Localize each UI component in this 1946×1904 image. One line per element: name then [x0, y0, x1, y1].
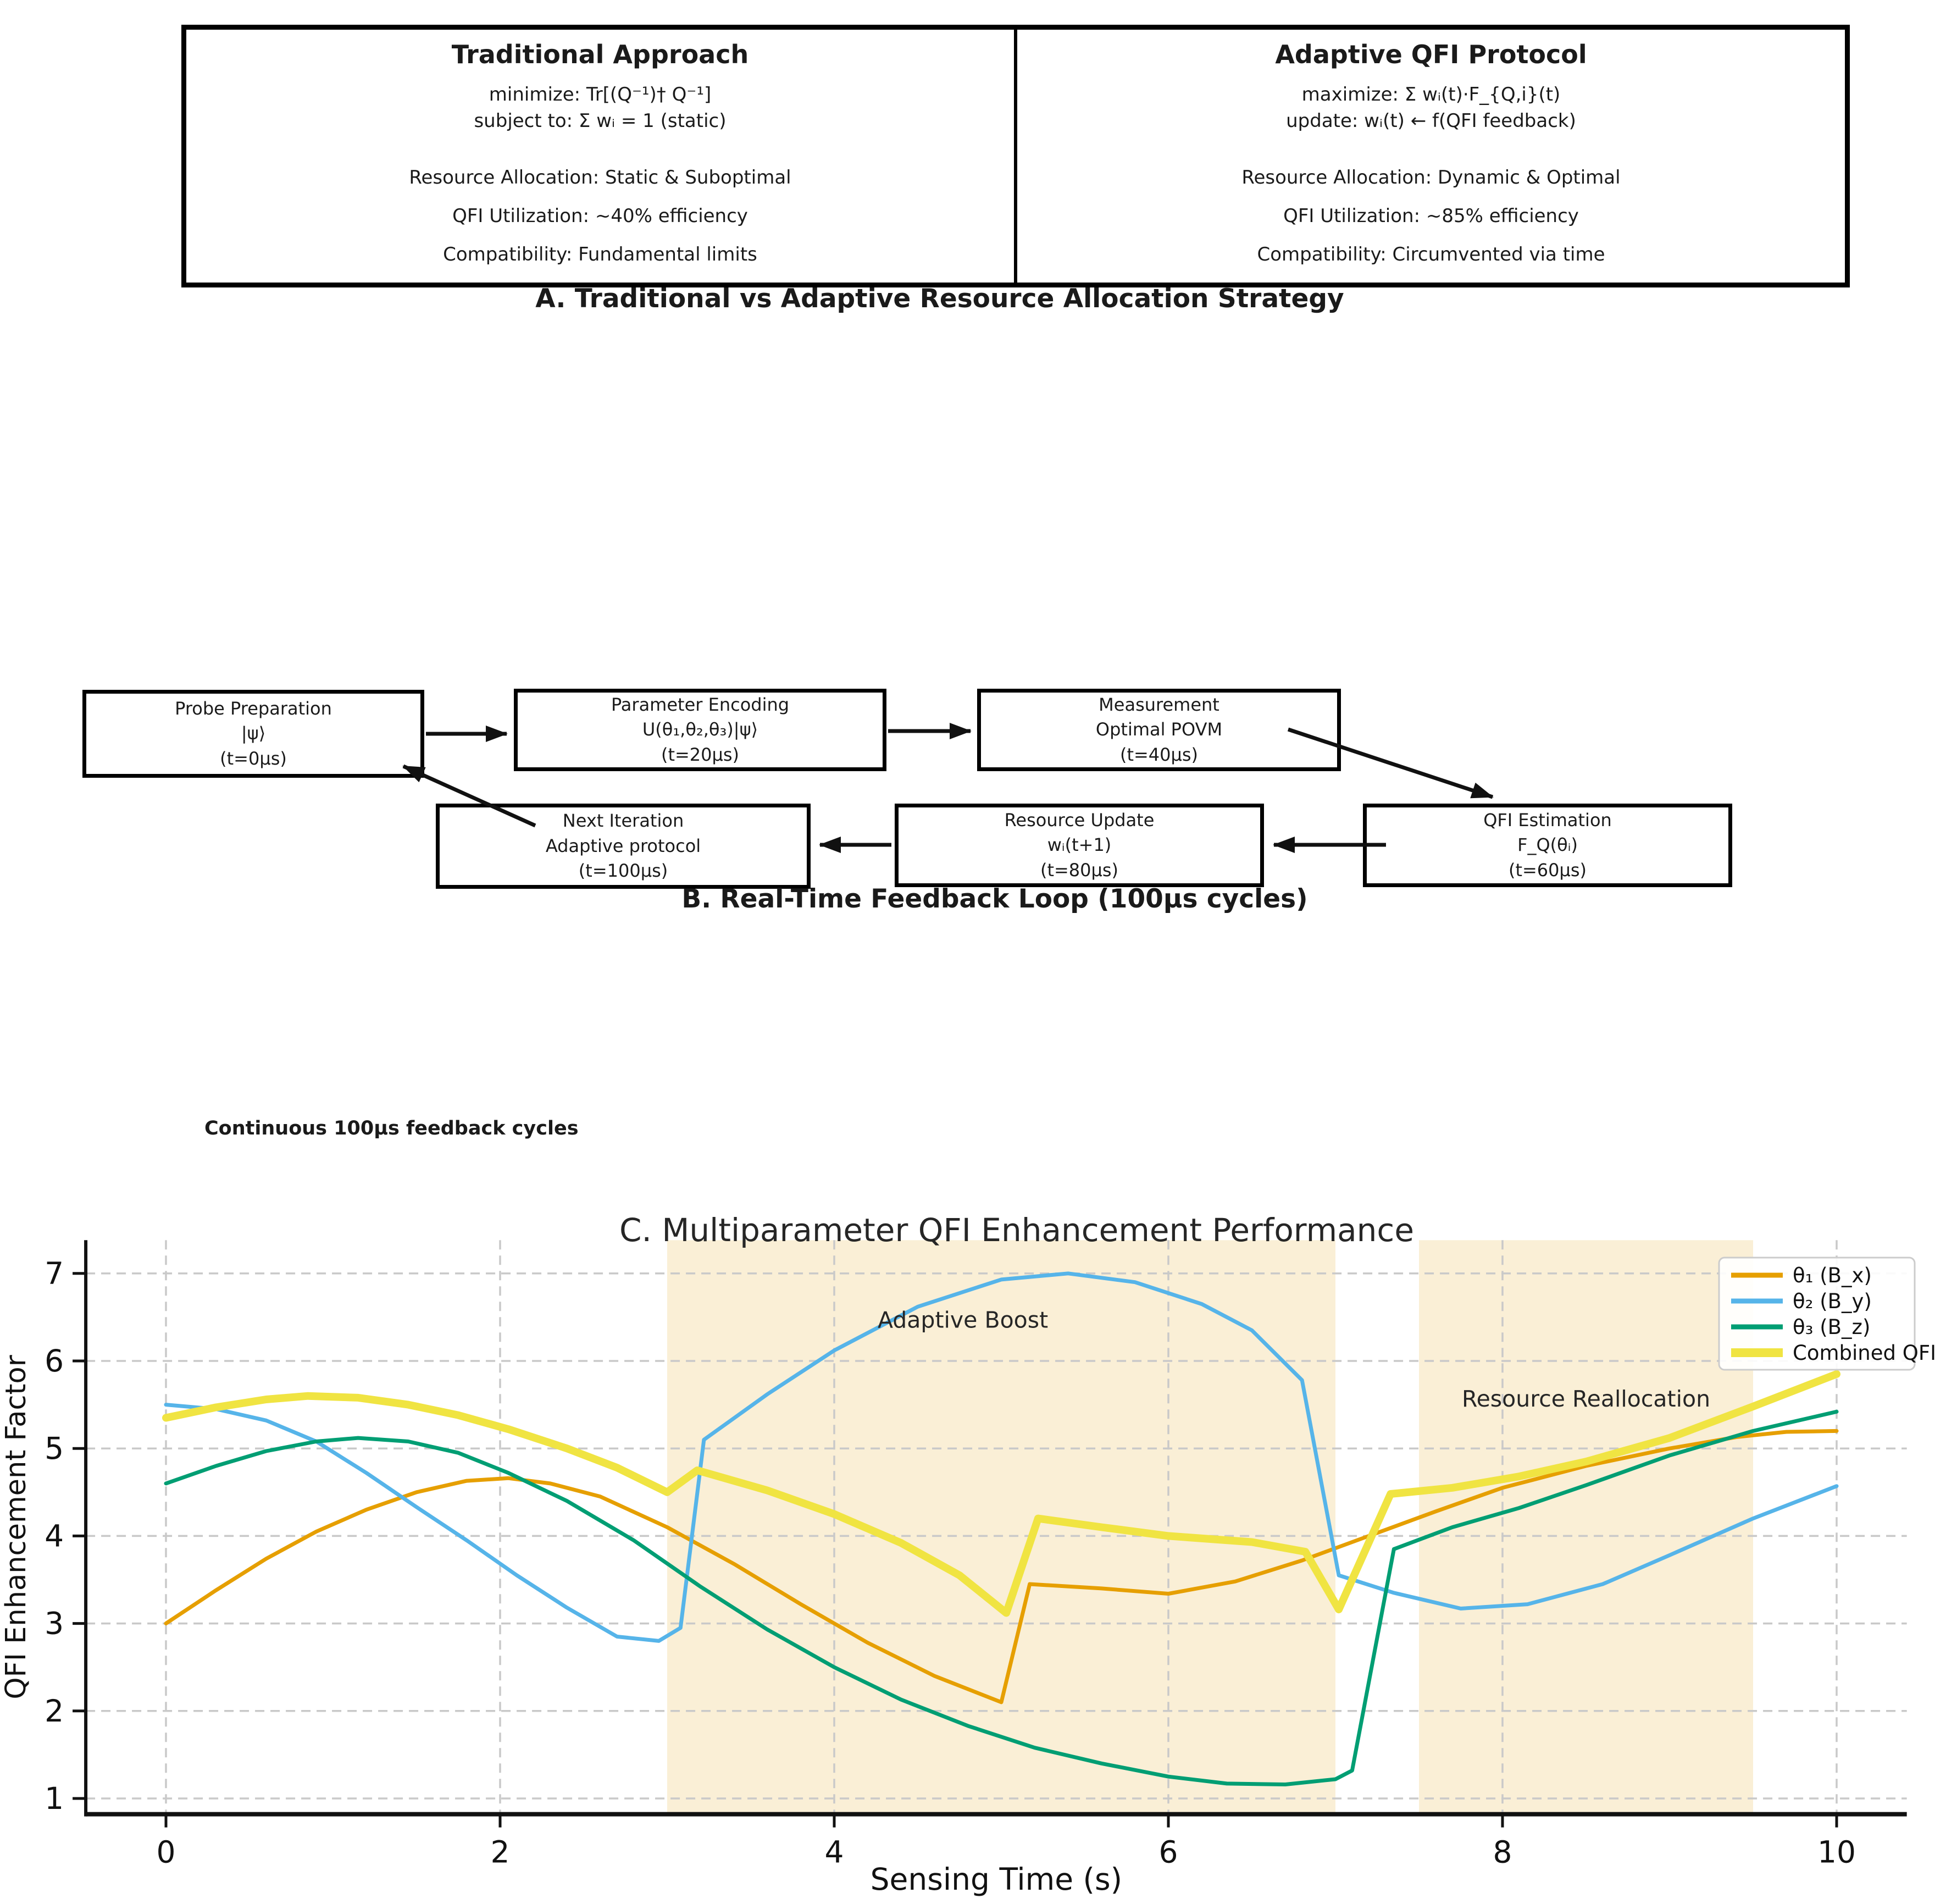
x-tick-label-2: 2	[490, 1834, 510, 1870]
legend-label-1: θ₁ (B_x)	[1793, 1264, 1872, 1287]
flow-node-resource-update	[895, 804, 1264, 887]
traditional-spec-utilization: QFI Utilization: ~40% efficiency	[452, 204, 748, 227]
adaptive-spec-resource: Resource Allocation: Dynamic & Optimal	[1241, 166, 1621, 189]
adaptive-specs	[1017, 167, 1845, 265]
legend-label-4: Combined QFI	[1793, 1341, 1937, 1365]
qfi-line-2: F_Q(θᵢ)	[1517, 834, 1578, 856]
highlight-band-2	[1419, 1240, 1753, 1814]
encoding-line-2: U(θ₁,θ₂,θ₃)|ψ⟩	[642, 719, 758, 740]
measurement-line-2: Optimal POVM	[1095, 719, 1223, 740]
resource-line-3: (t=80μs)	[1040, 859, 1119, 881]
feedback-cycles-note: Continuous 100μs feedback cycles	[204, 1117, 579, 1139]
traditional-equation-1: minimize: Tr[(Q⁻¹)† Q⁻¹]	[489, 84, 712, 106]
y-tick-label-5: 5	[45, 1431, 64, 1466]
flow-node-qfi-estimation	[1363, 804, 1732, 887]
panel-a-comparison-box	[181, 25, 1850, 287]
flow-node-parameter-encoding	[514, 689, 886, 771]
y-tick-label-3: 3	[45, 1606, 64, 1641]
annotation-2: Resource Reallocation	[1461, 1385, 1711, 1412]
x-tick-label-6: 6	[1158, 1834, 1178, 1870]
measurement-line-1: Measurement	[1099, 694, 1219, 715]
chart-svg	[0, 1204, 1946, 1904]
resource-line-1: Resource Update	[1004, 809, 1155, 831]
encoding-line-1: Parameter Encoding	[611, 694, 790, 715]
adaptive-spec-utilization: QFI Utilization: ~85% efficiency	[1283, 204, 1579, 227]
next-line-1: Next Iteration	[562, 810, 684, 832]
resource-line-2: wᵢ(t+1)	[1047, 834, 1112, 856]
next-line-3: (t=100μs)	[578, 860, 668, 882]
y-tick-label-7: 7	[45, 1255, 64, 1291]
x-tick-label-4: 4	[824, 1834, 844, 1870]
probe-line-1: Probe Preparation	[175, 698, 332, 719]
probe-line-2: |ψ⟩	[241, 723, 266, 744]
probe-line-3: (t=0μs)	[220, 748, 287, 769]
traditional-specs	[186, 167, 1014, 265]
legend-label-3: θ₃ (B_z)	[1793, 1315, 1871, 1339]
adaptive-equation-2: update: wᵢ(t) ← f(QFI feedback)	[1286, 110, 1576, 132]
adaptive-spec-compatibility: Compatibility: Circumvented via time	[1257, 243, 1605, 265]
traditional-spec-resource: Resource Allocation: Static & Suboptimal	[409, 166, 791, 189]
qfi-line-3: (t=60μs)	[1508, 859, 1587, 881]
y-tick-label-4: 4	[45, 1518, 64, 1554]
qfi-line-1: QFI Estimation	[1483, 809, 1612, 831]
traditional-equation-2: subject to: Σ wᵢ = 1 (static)	[474, 110, 727, 132]
adaptive-protocol-column	[1017, 30, 1845, 283]
qfi-performance-chart	[0, 1204, 1946, 1904]
legend-label-2: θ₂ (B_y)	[1793, 1289, 1872, 1313]
x-tick-label-10: 10	[1817, 1834, 1856, 1870]
y-tick-label-2: 2	[45, 1693, 64, 1729]
flow-node-next-iteration	[436, 804, 811, 889]
adaptive-title: Adaptive QFI Protocol	[1275, 40, 1587, 69]
x-tick-label-0: 0	[156, 1834, 176, 1870]
x-tick-label-8: 8	[1493, 1834, 1512, 1870]
measurement-line-3: (t=40μs)	[1119, 744, 1199, 765]
panel-a-caption: A. Traditional vs Adaptive Resource Allocation Strategy	[535, 284, 1344, 314]
x-axis-label: Sensing Time (s)	[870, 1862, 1123, 1897]
traditional-spec-compatibility: Compatibility: Fundamental limits	[443, 243, 757, 265]
chart-title: C. Multiparameter QFI Enhancement Performance	[619, 1211, 1415, 1249]
panel-b-caption: B. Real-Time Feedback Loop (100μs cycles)	[681, 884, 1308, 914]
annotation-1: Adaptive Boost	[877, 1307, 1049, 1333]
traditional-title: Traditional Approach	[451, 40, 749, 69]
next-line-2: Adaptive protocol	[545, 835, 701, 856]
traditional-approach-column	[186, 30, 1017, 283]
encoding-line-3: (t=20μs)	[661, 744, 740, 765]
adaptive-equation-1: maximize: Σ wᵢ(t)·F_{Q,i}(t)	[1301, 84, 1561, 106]
flow-node-probe-preparation	[82, 690, 424, 778]
y-axis-label: QFI Enhancement Factor	[0, 1355, 32, 1700]
y-tick-label-6: 6	[45, 1343, 64, 1379]
flow-node-measurement	[977, 689, 1341, 771]
y-tick-label-1: 1	[45, 1781, 64, 1816]
